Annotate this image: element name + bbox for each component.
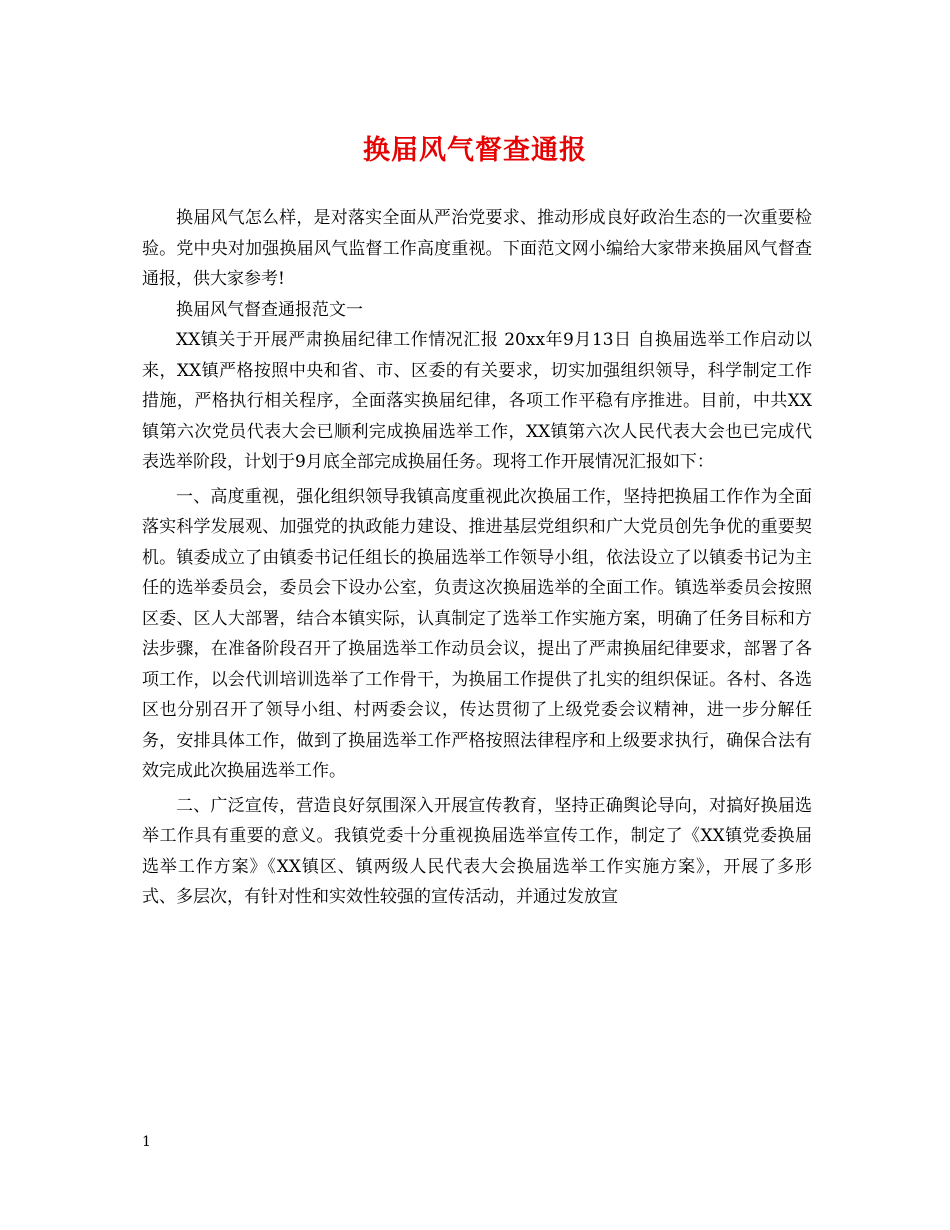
intro-paragraph: 换届风气怎么样，是对落实全面从严治党要求、推动形成良好政治生态的一次重要检验。党中央对加强换届风气监督工作高度重视。下面范文网小编给大家带来换届风气督查通报，供大家参考! xyxy=(142,208,812,289)
section-two-paragraph: 二、广泛宣传，营造良好氛围深入开展宣传教育，坚持正确舆论导向，对搞好换届选举工作具有重要的意义。我镇党委十分重视换届选举宣传工作，制定了《XX镇党委换届选举工作方案》《XX镇区、镇两级人民代表大会换届选举工作实施方案》，开展了多形式、多层次，有针对性和实效性较强的宣传活动，并通过发放宣 xyxy=(142,795,812,907)
section-heading: 换届风气督查通报范文一 xyxy=(176,299,363,320)
document-body xyxy=(142,203,812,913)
page-number: 1 xyxy=(142,1134,151,1150)
section-one-paragraph: 一、高度重视，强化组织领导我镇高度重视此次换届工作，坚持把换届工作作为全面落实科学发展观、加强党的执政能力建设、推进基层党组织和广大党员创先争优的重要契机。镇委成立了由镇委书记任组长的换届选举工作领导小组，依法设立了以镇委书记为主任的选举委员会，委员会下设办公室，负责这次换届选举的全面工作。镇选举委员会按照区委、区人大部署，结合本镇实际，认真制定了选举工作实施方案，明确了任务目标和方法步骤，在准备阶段召开了换届选举工作动员会议，提出了严肃换届纪律要求，部署了各项工作，以会代训培训选举了工作骨干，为换届工作提供了扎实的组织保证。各村、各选区也分别召开了领导小组、村两委会议，传达贯彻了上级党委会议精神，进一步分解任务，安排具体工作，做到了换届选举工作严格按照法律程序和上级要求执行，确保合法有效完成此次换届选举工作。 xyxy=(142,486,812,781)
document-title: 换届风气督查通报 xyxy=(363,135,587,166)
report-paragraph: XX镇关于开展严肃换届纪律工作情况汇报 20xx年9月13日 自换届选举工作启动以来，XX镇严格按照中央和省、市、区委的有关要求，切实加强组织领导，科学制定工作措施，严格执行相关程序，全面落实换届纪律，各项工作平稳有序推进。目前，中共XX镇第六次党员代表大会已顺利完成换届选举工作，XX镇第六次人民代表大会也已完成代表选举阶段，计划于9月底全部完成换届任务。现将工作开展情况汇报如下： xyxy=(142,330,813,472)
